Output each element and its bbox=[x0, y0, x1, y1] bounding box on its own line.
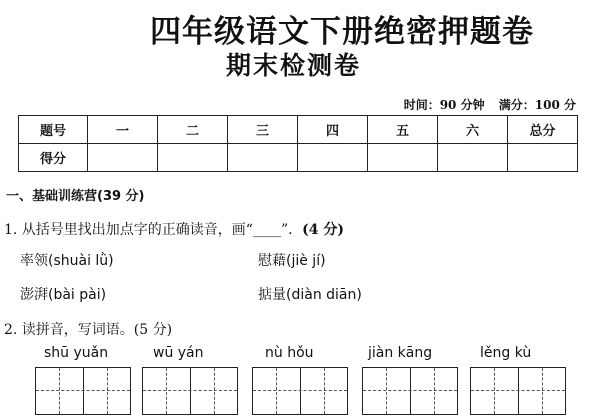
q1-item-pinyin: (shuài lǜ) bbox=[48, 253, 114, 269]
score-input-cell[interactable] bbox=[88, 144, 158, 172]
question-1 bbox=[4, 219, 344, 239]
q2-pinyin: lěng kù bbox=[480, 345, 532, 361]
q1-item-word: 掂量 bbox=[258, 287, 286, 303]
q1-item-pinyin: (jiè jí) bbox=[286, 253, 326, 269]
q2-pinyin: shū yuǎn bbox=[44, 345, 109, 361]
score-cell: 一 bbox=[88, 116, 158, 144]
q1-item[interactable] bbox=[20, 250, 114, 270]
q2-pinyin: jiàn kāng bbox=[368, 345, 433, 361]
question-1-points: (4 分) bbox=[302, 222, 344, 238]
score-input-cell[interactable] bbox=[508, 144, 578, 172]
score-input-cell[interactable] bbox=[298, 144, 368, 172]
q1-item-word: 慰藉 bbox=[258, 253, 286, 269]
q1-item[interactable] bbox=[258, 284, 362, 304]
score-input-cell[interactable] bbox=[228, 144, 298, 172]
question-1-text: 1. 从括号里找出加点字的正确读音，画“____”． bbox=[4, 222, 303, 238]
score-cell: 三 bbox=[228, 116, 298, 144]
writing-grid[interactable] bbox=[142, 367, 238, 415]
q1-item-pinyin: (diàn diān) bbox=[286, 287, 362, 303]
q1-item-word: 澎湃 bbox=[20, 287, 48, 303]
score-cell: 四 bbox=[298, 116, 368, 144]
score-input-cell[interactable] bbox=[368, 144, 438, 172]
writing-grid[interactable] bbox=[35, 367, 131, 415]
score-cell: 六 bbox=[438, 116, 508, 144]
score-input-cell[interactable] bbox=[158, 144, 228, 172]
page-subtitle: 期末检测卷 bbox=[226, 51, 362, 80]
section-1-heading: 一、基础训练营(39 分) bbox=[6, 189, 145, 204]
score-table-score-row bbox=[19, 144, 578, 172]
score-cell-total: 总分 bbox=[508, 116, 578, 144]
q1-item[interactable] bbox=[258, 250, 326, 270]
score-cell-label: 得分 bbox=[19, 144, 88, 172]
score-cell: 二 bbox=[158, 116, 228, 144]
writing-grid[interactable] bbox=[362, 367, 458, 415]
score-table-header-row bbox=[19, 116, 578, 144]
writing-grid[interactable] bbox=[252, 367, 348, 415]
page-title: 四年级语文下册绝密押题卷 bbox=[150, 14, 534, 50]
question-2-text: 2. 读拼音，写词语。(5 分) bbox=[4, 322, 173, 338]
exam-time: 时间：90 分钟 bbox=[403, 98, 485, 112]
q1-item[interactable] bbox=[20, 284, 106, 304]
q1-item-word: 率领 bbox=[20, 253, 48, 269]
score-table bbox=[18, 115, 578, 172]
score-cell: 五 bbox=[368, 116, 438, 144]
q2-pinyin: wū yán bbox=[153, 345, 204, 361]
score-input-cell[interactable] bbox=[438, 144, 508, 172]
exam-full-score: 满分：100 分 bbox=[498, 98, 576, 112]
exam-meta bbox=[394, 96, 576, 113]
score-cell-label: 题号 bbox=[19, 116, 88, 144]
writing-grid[interactable] bbox=[470, 367, 566, 415]
q2-pinyin: nù hǒu bbox=[265, 345, 314, 361]
q1-item-pinyin: (bài pài) bbox=[48, 287, 107, 303]
